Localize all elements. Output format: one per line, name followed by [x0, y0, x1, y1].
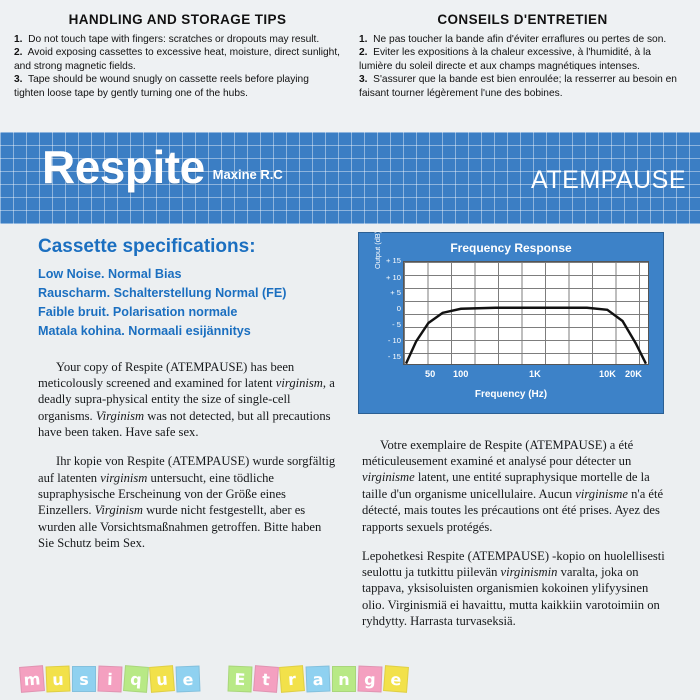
logo-tile: u: [46, 666, 71, 693]
tip-item: 2. Avoid exposing cassettes to excessive heat, moisture, direct sunlight, and strong magnetic fields.: [14, 47, 340, 72]
chart-y-tick: 0: [396, 304, 401, 313]
paragraph-french: Votre exemplaire de Respite (ATEMPAUSE) a été méticuleusement examiné et analysé pour détecter un virginisme latent, une entité supraphysique mortelle de la taille d'un organisme unicellulaire. Aucun virginisme n'a été détecté, mais toutes les précautions ont été prises. Ayez des rapports sexuels protégés.: [362, 437, 664, 534]
tip-item: 1. Ne pas toucher la bande afin d'éviter erraflures ou pertes de son.: [359, 34, 667, 45]
logo-tile: t: [253, 665, 279, 693]
tips-title-english: HANDLING AND STORAGE TIPS: [68, 12, 287, 27]
tip-text: S'assurer que la bande est bien enroulée; la resserrer au besoin en faisant tourner légèrement l'une des bobines.: [359, 74, 677, 99]
paragraph-english: Your copy of Respite (ATEMPAUSE) has been meticolously screened and examined for latent virginism, a deadly supra-physical entity the size of single-cell organisms. Virginism was not detected, but all precautions have been taken. Have safe sex.: [38, 359, 335, 440]
title-banner: [0, 132, 700, 224]
specs-heading: Cassette specifications:: [38, 236, 256, 257]
chart-x-axis-label: Frequency (Hz): [474, 389, 548, 400]
chart-y-axis-label: Output (dB): [373, 230, 382, 269]
text-column-left: [38, 346, 338, 564]
logo-tile: e: [176, 666, 201, 693]
text-column-right: [362, 424, 668, 642]
chart-y-tick: - 5: [392, 320, 401, 329]
logo-tile: m: [19, 665, 45, 693]
logo-tile: e: [383, 665, 409, 693]
logo-tile: i: [98, 666, 123, 693]
logo-tile: s: [72, 666, 96, 692]
logo-tile: E: [228, 666, 253, 693]
spec-line: Matala kohina. Normaali esijännitys: [38, 324, 251, 338]
tip-text: Do not touch tape with fingers: scratches or dropouts may result.: [28, 34, 320, 45]
logo-tile: n: [332, 666, 356, 692]
chart-y-tick: - 15: [387, 352, 401, 361]
chart-x-tick: 20K: [625, 369, 642, 379]
tips-column-french: [359, 12, 686, 100]
paragraph-german: Ihr kopie von Respite (ATEMPAUSE) wurde sorgfältig auf latenten virginism untersucht, eine tödliche supraphysische Erscheinung von der Größe eines Einzellers. Virginism wurde nicht festgestellt, aber es wurden alle Vorsichtsmaßnahmen getroffen. Bitte haben Sie Schutz beim Sex.: [38, 454, 336, 551]
tip-item: 2. Eviter les expositions à la chaleur excessive, à l'humidité, à la lumière du soleil directe et aux champs magnétiques intenses.: [359, 47, 651, 72]
cassette-specifications: [38, 236, 348, 341]
musique-etrange-logo: [20, 666, 408, 692]
label-name: ATEMPAUSE: [531, 166, 686, 194]
logo-tile: q: [123, 665, 149, 693]
tip-item: 3. S'assurer que la bande est bien enroulée; la resserrer au besoin en faisant tourner légèrement l'une des bobines.: [359, 74, 677, 99]
chart-title: Frequency Response: [450, 241, 572, 255]
album-title: Respite: [42, 141, 205, 193]
chart-y-tick: + 15: [386, 256, 401, 265]
chart-x-tick: 100: [453, 369, 469, 379]
tip-item: 3. Tape should be wound snugly on cassette reels before playing tighten loose tape by gently turning one of the hubs.: [14, 74, 309, 99]
tip-text: Ne pas toucher la bande afin d'éviter erraflures ou pertes de son.: [373, 34, 667, 45]
chart-y-tick: + 5: [390, 288, 401, 297]
frequency-response-chart: [358, 232, 664, 414]
chart-x-tick: 1K: [529, 369, 541, 379]
spec-line: Rauscharm. Schalterstellung Normal (FE): [38, 286, 287, 300]
tip-item: 1. Do not touch tape with fingers: scratches or dropouts may result.: [14, 34, 320, 45]
tip-text: Eviter les expositions à la chaleur excessive, à l'humidité, à la lumière du soleil directe et aux champs magnétiques intenses.: [359, 47, 651, 72]
logo-tile: a: [306, 666, 331, 693]
chart-y-tick: + 10: [386, 273, 401, 282]
chart-grid: [403, 261, 649, 365]
logo-tile: g: [358, 666, 383, 693]
logo-tile: r: [279, 665, 305, 693]
chart-response-curve: [404, 262, 648, 368]
artist-name: Maxine R.C: [212, 167, 283, 182]
chart-x-tick: 50: [425, 369, 436, 379]
tips-title-french: CONSEILS D'ENTRETIEN: [437, 12, 608, 27]
handling-tips-section: [0, 0, 700, 132]
tip-text: Tape should be wound snugly on cassette reels before playing tighten loose tape by gently turning one of the hubs.: [14, 74, 309, 99]
paragraph-finnish: Lepohetkesi Respite (ATEMPAUSE) -kopio on huolellisesti seulottu ja tutkittu piilevän virginismin varalta, joka on tappava, yksisoluisten organismien kokoinen ylifyysinen olio. Virginismiä ei havaittu, mutta kaikkiin varotoimiin on ryhdytty. Harrasta turvaseksiä.: [362, 548, 665, 629]
logo-tile: u: [149, 665, 175, 693]
chart-x-tick: 10K: [599, 369, 616, 379]
tips-column-english: [14, 12, 341, 100]
tip-text: Avoid exposing cassettes to excessive heat, moisture, direct sunlight, and strong magnetic fields.: [14, 47, 340, 72]
spec-line: Faible bruit. Polarisation normale: [38, 305, 238, 319]
logo-spacer: [202, 666, 226, 692]
chart-y-tick: - 10: [387, 336, 401, 345]
main-content: [0, 224, 700, 700]
spec-line: Low Noise. Normal Bias: [38, 267, 182, 281]
